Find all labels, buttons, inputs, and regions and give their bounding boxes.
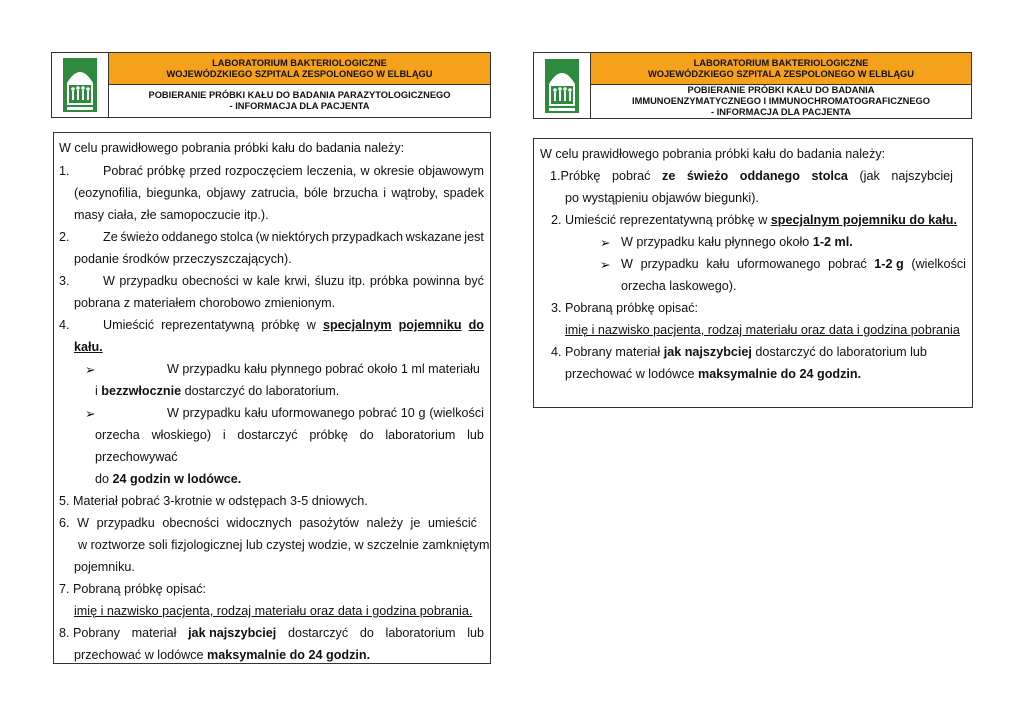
left-doc-title [109,85,490,117]
intro-text: W celu prawidłowego pobrania próbki kału do badania należy: [59,141,405,155]
right-hospital-logo [534,53,591,118]
doc-title-line2: - INFORMACJA DLA PACJENTA [229,101,370,111]
item-number: 3. [59,274,70,288]
doc-title-line1: POBIERANIE PRÓBKI KAŁU DO BADANIA PARAZYTOLOGICZNEGO [148,90,451,100]
doc-title-line3: - INFORMACJA DLA PACJENTA [711,107,851,117]
item3-line1: 3. Pobraną próbkę opisać: [551,301,699,315]
item3-line1: W przypadku obecności w kale krwi, śluzu itp. próbka powinna być [103,274,484,288]
item3-line2: imię i nazwisko pacjenta, rodzaj materiału oraz data i godzina pobrania [565,323,960,337]
lab-name-line1: LABORATORIUM BAKTERIOLOGICZNE [693,57,869,68]
hospital-logo-icon [544,58,580,114]
left-header [51,52,491,118]
lab-name-line2: WOJEWÓDZKIEGO SZPITALA ZESPOLONEGO W ELBLĄGU [648,68,914,79]
bullet2-line2: orzecha laskowego). [621,279,737,293]
item8-line2: przechować w lodówce maksymalnie do 24 godzin. [74,648,371,662]
item4-line2: przechować w lodówce maksymalnie do 24 godzin. [565,367,862,381]
item4-line1: Umieścić reprezentatywną próbkę w specjalnym pojemniku do [103,318,484,332]
lab-name-line1: LABORATORIUM BAKTERIOLOGICZNE [212,57,387,68]
intro-text: W celu prawidłowego pobrania próbki kału do badania należy: [540,147,886,161]
bullet1-line1: W przypadku kału płynnego pobrać około 1 ml materiału [167,362,480,376]
item6-line3: pojemniku. [74,560,135,574]
doc-title-line2: IMMUNOENZYMATYCZNEGO I IMMUNOCHROMATOGRAFICZNEGO [632,96,930,106]
item7-line2: imię i nazwisko pacjenta, rodzaj materiału oraz data i godzina pobrania. [74,604,473,618]
item7-line1: 7. Pobraną próbkę opisać: [59,582,207,596]
right-doc-title [591,85,971,118]
left-instructions-box [53,132,491,664]
item-number: 1. [59,164,70,178]
left-hospital-logo [52,53,109,117]
bullet2-line4: do 24 godzin w lodówce. [95,472,242,486]
item4-line2: kału. [74,340,103,354]
bullet-arrow-icon: ➢ [600,236,611,250]
item2-line1: Ze świeżo oddanego stolca (w niektórych przypadkach wskazane jest [103,230,484,244]
bullet-arrow-icon: ➢ [85,407,96,421]
bullet2-line3: przechowywać [95,450,178,464]
item2-line1: 2. Umieścić reprezentatywną próbkę w specjalnym pojemniku do kału. [551,213,957,227]
item1-line1: 1.Próbkę pobrać ze świeżo oddanego stolca (jak najszybciej [550,169,953,183]
item5-line1: 5. Materiał pobrać 3-krotnie w odstępach 3-5 dniowych. [59,494,368,508]
bullet-arrow-icon: ➢ [600,258,611,272]
item-number: 4. [59,318,70,332]
item-number: 2. [59,230,70,244]
item1-line1: Pobrać próbkę przed rozpoczęciem leczenia, w okresie objawowym [103,164,484,178]
left-lab-banner [109,53,490,85]
bullet-arrow-icon: ➢ [85,363,96,377]
right-lab-banner [591,53,971,85]
item3-line2: pobrana z materiałem chorobowo zmienionym. [74,296,336,310]
item8-line1: 8. Pobrany materiał jak najszybciej dostarczyć do laboratorium lub [59,626,484,640]
item1-line3: masy ciała, złe samopoczucie itp.). [74,208,269,222]
lab-name-line2: WOJEWÓDZKIEGO SZPITALA ZESPOLONEGO W ELBLĄGU [166,68,433,79]
right-instructions-box [533,138,973,408]
item1-line2: (eozynofilia, biegunka, objawy zatrucia, bóle brzucha i wątroby, spadek [74,186,484,200]
item1-line2: po wystąpieniu objawów biegunki). [565,191,759,205]
item4-line1: 4. Pobrany materiał jak najszybciej dostarczyć do laboratorium lub [551,345,927,359]
right-header [533,52,972,119]
doc-title-line1: POBIERANIE PRÓBKI KAŁU DO BADANIA [687,85,875,95]
item2-line2: podanie środków przeczyszczających). [74,252,292,266]
bullet2-line1: W przypadku kału uformowanego pobrać 1-2 g (wielkości [621,257,966,271]
item6-line1: 6. W przypadku obecności widocznych pasożytów należy je umieścić [59,516,477,530]
item6-line2: w roztworze soli fizjologicznej lub czystej wodzie, w szczelnie zamkniętym [78,538,490,552]
hospital-logo-icon [62,57,98,113]
bullet1-line1: W przypadku kału płynnego około 1-2 ml. [621,235,853,249]
bullet2-line2: orzecha włoskiego) i dostarczyć próbkę do laboratorium lub [95,428,484,442]
bullet1-line2: i bezzwłocznie dostarczyć do laboratorium. [95,384,340,398]
bullet2-line1: W przypadku kału uformowanego pobrać 10 g (wielkości [167,406,484,420]
